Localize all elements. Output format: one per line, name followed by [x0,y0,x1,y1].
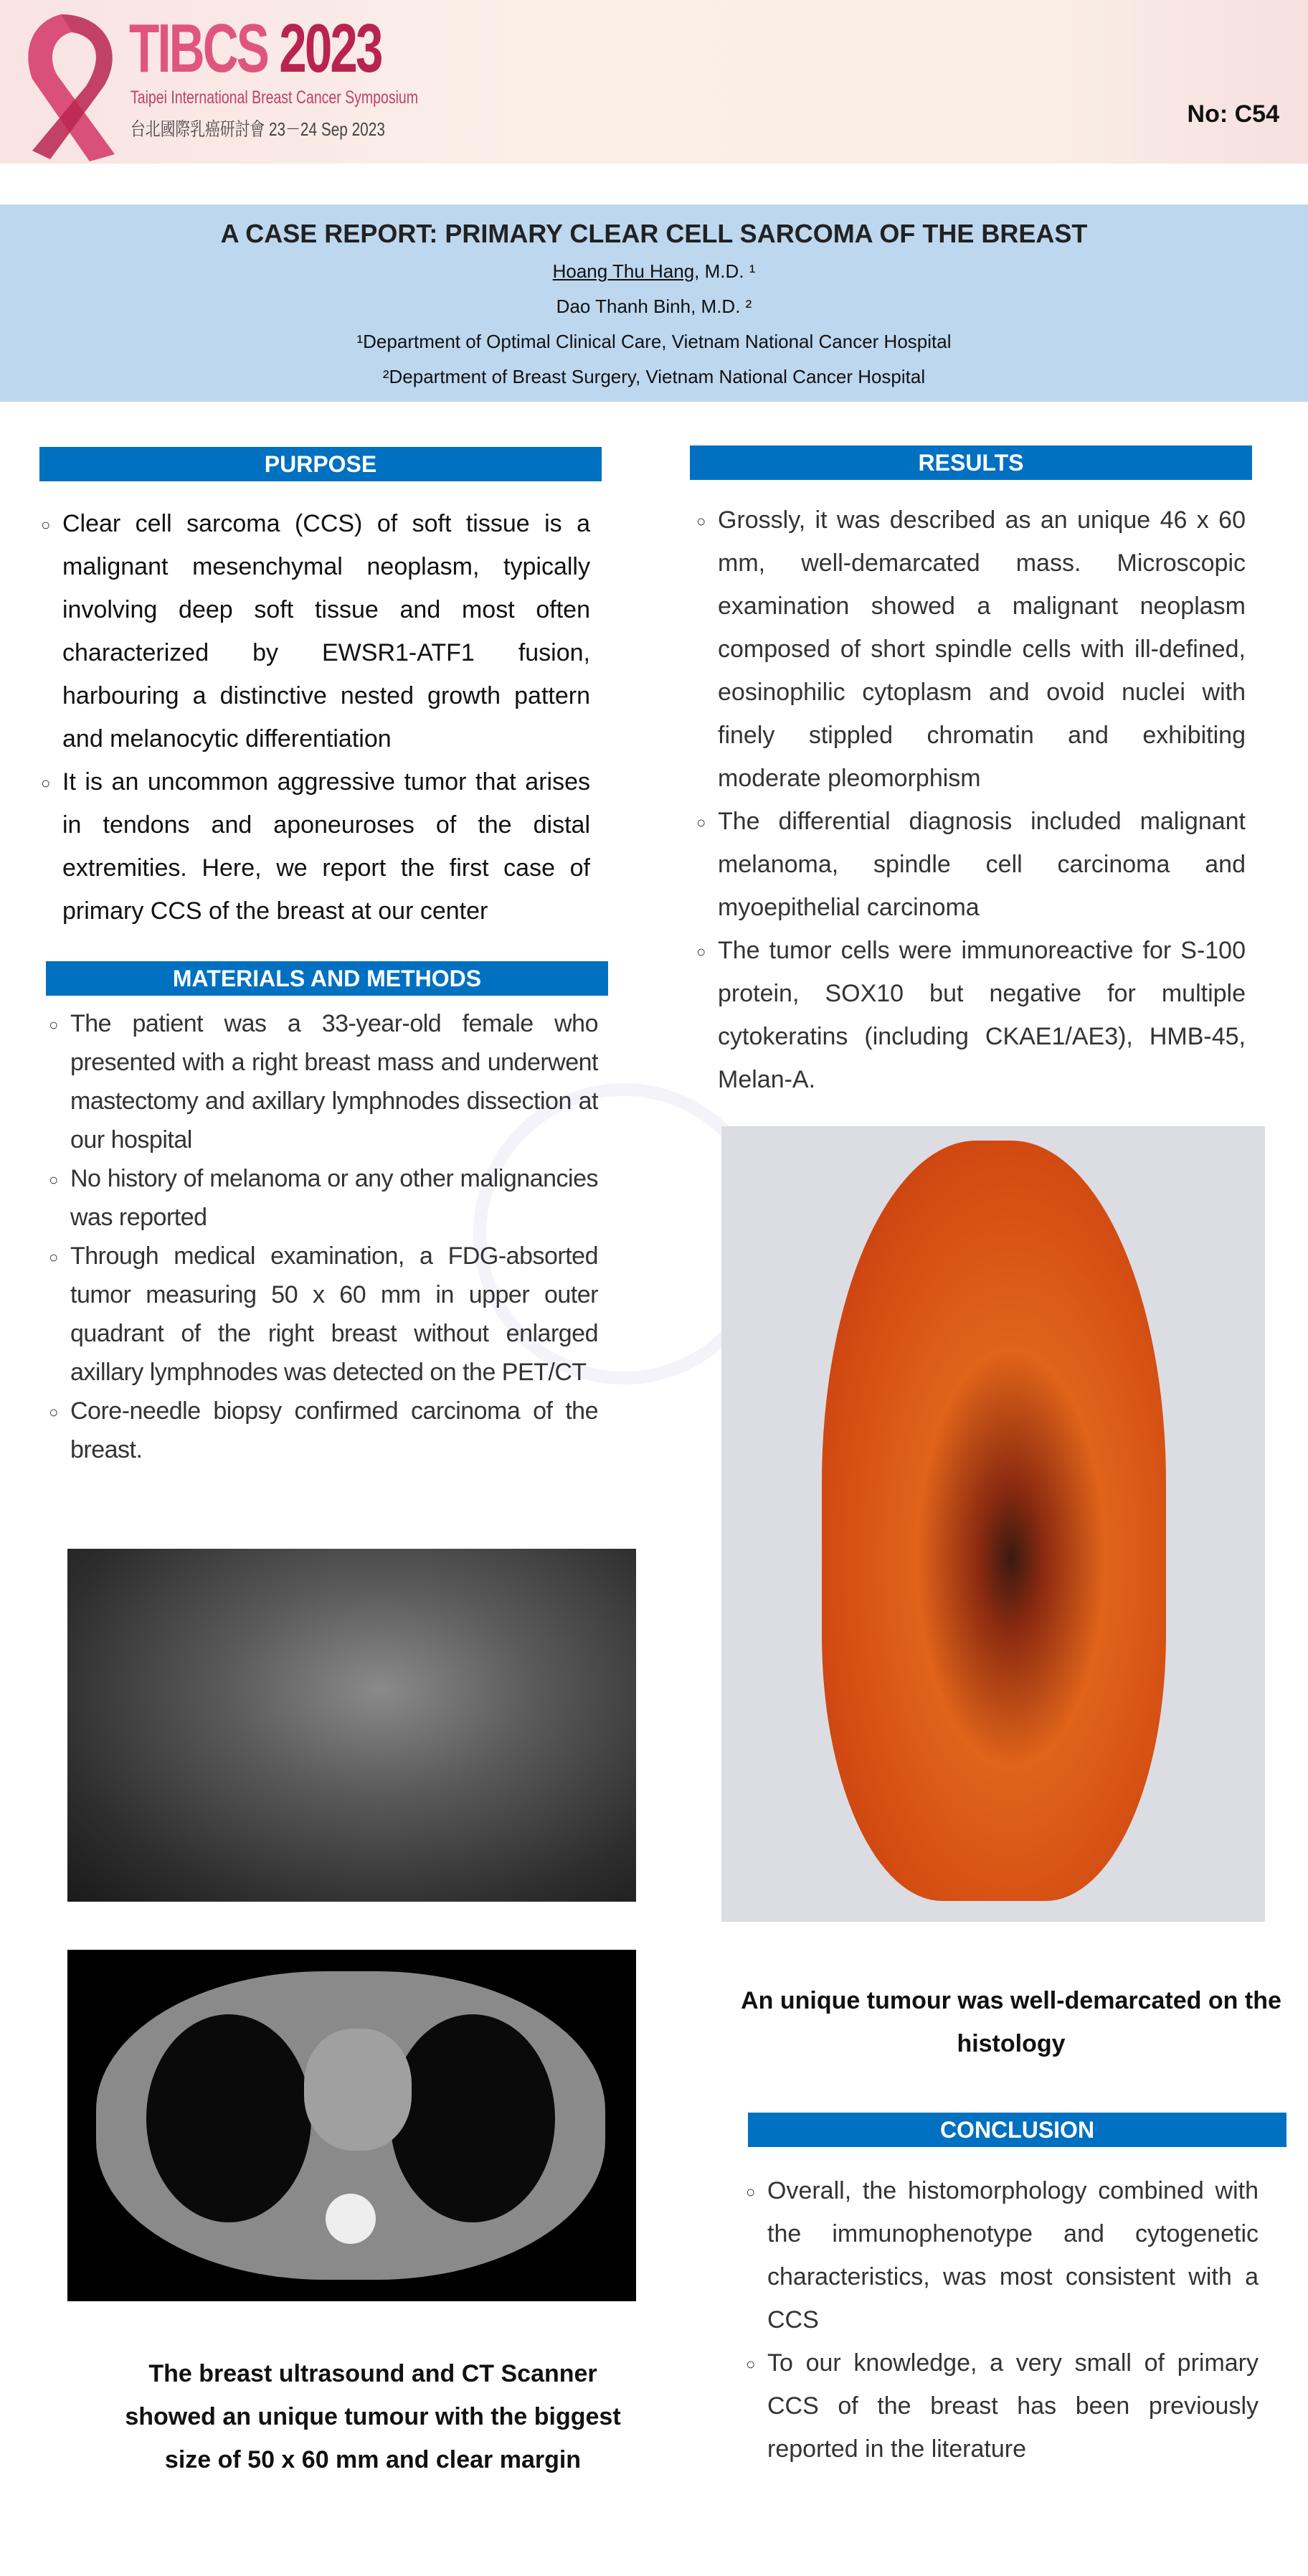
list-item: ○ Grossly, it was described as an unique 46 x 60 mm, well-demarcated mass. Microscopic examination showed a malignant neoplasm composed of short spindle cells with ill-defined, eosinophilic cytoplasm and ovoid nuclei with finely stippled chromatin and exhibiting moderate pleomorphism [718,499,1246,800]
list-item: ○ The tumor cells were immunoreactive for S-100 protein, SOX10 but negative for multiple cytokeratins (including CKAE1/AE3), HMB-45, Melan-A. [718,929,1246,1101]
ultrasound-image [67,1549,636,1902]
conclusion-header: CONCLUSION [748,2113,1286,2147]
list-item: ○ No history of melanoma or any other malignancies was reported [70,1159,598,1237]
poster-title: A CASE REPORT: PRIMARY CLEAR CELL SARCOMA OF THE BREAST [220,219,1088,248]
list-item: ○ Clear cell sarcoma (CCS) of soft tissue is a malignant mesenchymal neoplasm, typically involving deep soft tissue and most often characterized by EWSR1-ATF1 fusion, harbouring a distinctive nested growth pattern and melanocytic differentiation [62,502,590,760]
purpose-list [62,502,590,933]
list-item: ○ Core-needle biopsy confirmed carcinoma of the breast. [70,1392,598,1469]
list-item: ○ Overall, the histomorphology combined with the immunophenotype and cytogenetic characteristics, was most consistent with a CCS [767,2169,1259,2341]
results-list [718,499,1246,1101]
pink-ribbon-icon [18,7,125,161]
specimen-caption: An unique tumour was well-demarcated on the histology [741,1987,1281,2057]
ct-scan-image [67,1950,636,2301]
affiliation-2: ²Department of Breast Surgery, Vietnam National Cancer Hospital [382,366,926,387]
results-header: RESULTS [690,445,1252,480]
list-item: ○ It is an uncommon aggressive tumor that arises in tendons and aponeuroses of the distal extremities. Here, we report the first case of primary CCS of the breast at our center [62,760,590,933]
list-item: ○ To our knowledge, a very small of primary CCS of the breast has been previously reported in the literature [767,2341,1259,2471]
list-item: ○ The differential diagnosis included malignant melanoma, spindle cell carcinoma and myoepithelial carcinoma [718,800,1246,929]
imaging-caption: The breast ultrasound and CT Scanner showed an unique tumour with the biggest size of 50 x 60 mm and clear margin [125,2360,621,2473]
title-band [0,204,1308,402]
logo-subtitle: Taipei International Breast Cancer Symposium [131,88,419,108]
author-1: Hoang Thu Hang, M.D. ¹ [552,260,756,282]
methods-list [70,1004,598,1469]
list-item: ○ The patient was a 33-year-old female who presented with a right breast mass and underwent mastectomy and axillary lymphnodes dissection at our hospital [70,1004,598,1159]
logo-title: TIBCS 2023 [129,10,382,87]
affiliation-1: ¹Department of Optimal Clinical Care, Vietnam National Cancer Hospital [356,331,952,352]
conference-banner [0,0,1308,164]
conclusion-list [767,2169,1259,2471]
poster-number: No: C54 [1187,100,1279,128]
logo-date: 台北國際乳癌研討會 23－24 Sep 2023 [131,118,385,140]
purpose-header: PURPOSE [39,447,602,481]
methods-header: MATERIALS AND METHODS [46,961,608,996]
gross-specimen-photo [721,1126,1265,1922]
list-item: ○ Through medical examination, a FDG-absorted tumor measuring 50 x 60 mm in upper outer quadrant of the right breast without enlarged axillary lymphnodes was detected on the PET/CT [70,1237,598,1392]
author-2: Dao Thanh Binh, M.D. ² [556,296,752,317]
